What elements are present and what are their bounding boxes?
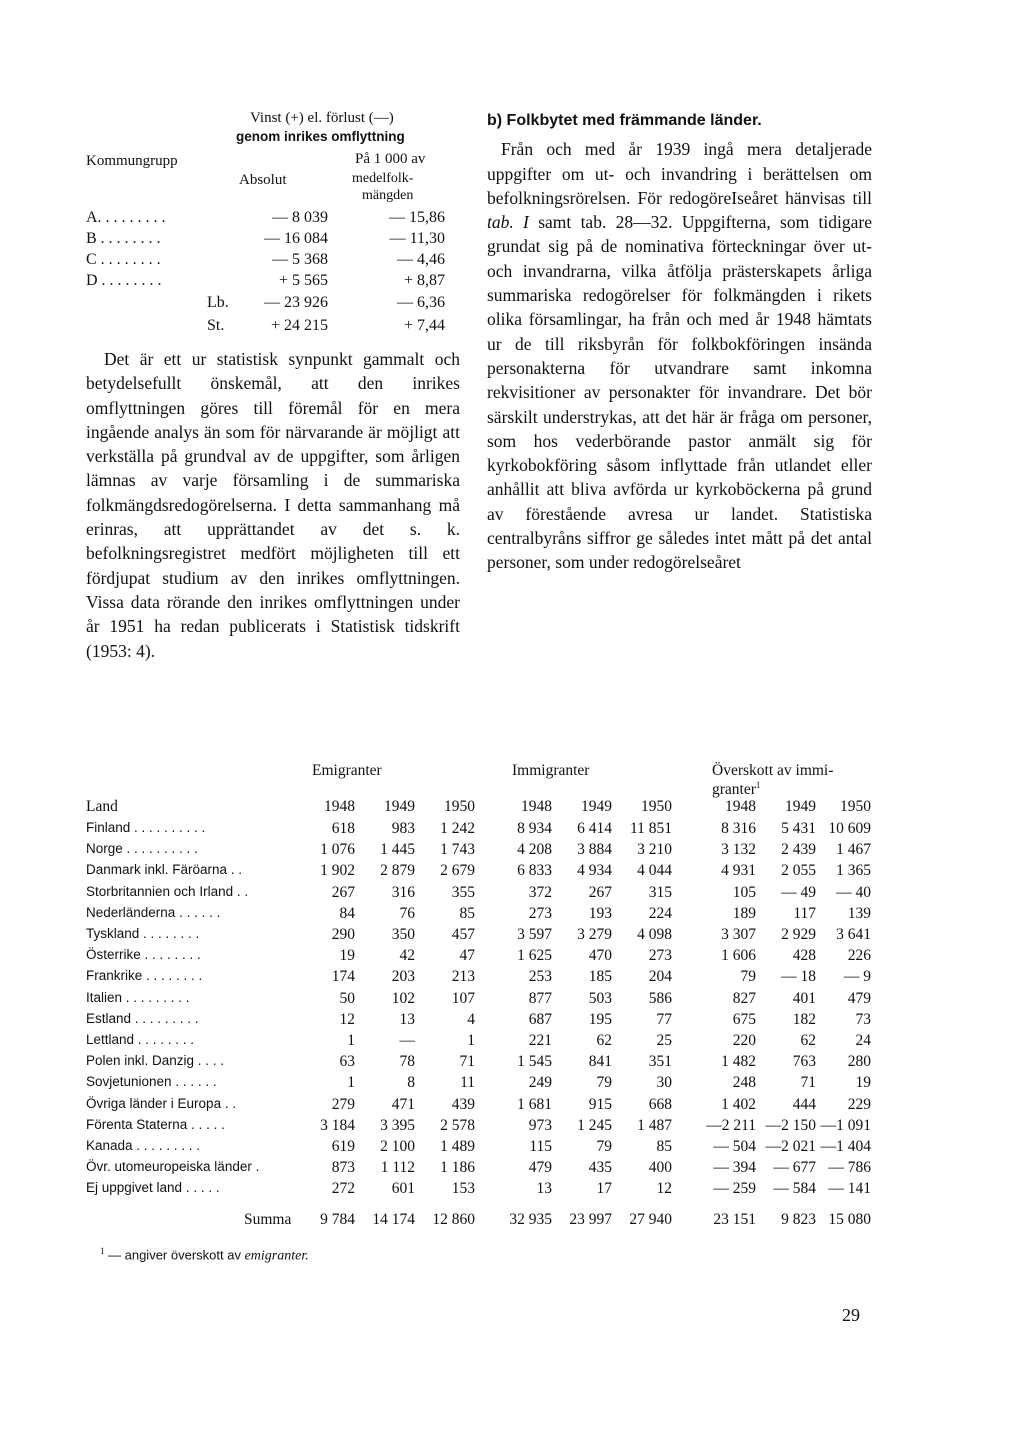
table-cell: 77 [656, 1010, 672, 1028]
table-cell: 63 [339, 1053, 355, 1071]
country-label: Tyskland . . . . . . . . [86, 926, 200, 941]
table-cell: 435 [588, 1159, 612, 1177]
table-cell: 267 [331, 883, 355, 901]
table-cell: 457 [451, 926, 475, 943]
group-overskott-line2 [712, 780, 760, 799]
row-rel: — 11,30 [389, 230, 445, 247]
year-header-row [86, 798, 876, 819]
table-cell: 503 [588, 989, 612, 1007]
right-paragraph-part2: samt tab. 28—32. Uppgifterna, som tidigare grundat sig på de nominativa förteckningar över ut- och invandrarna, vilka åtfölja prästerskapets årliga summariska redogörelser för folkmängden i rikets olika församlingar, ha från och med år 1948 hämtats ur de till riksbyrån för folkbokföringen insända personakterna för utvandrare samt inkomna rekvisitioner av personakter för invandrare. Det bör särskilt understrykas, att det här är fråga om personer, som hos vederbörande pastor anmält sig för kyrkobokföring såsom inflyttade från utlandet eller anhållit att bliva avförda ur kyrkoböckerna på grund av förestående avresa ur landet. Statistiska centralbyråns siffror ge således intet mått på det antal personer, som under redogörelseåret [487, 212, 872, 573]
table-cell: 470 [588, 947, 612, 965]
country-label: Sovjetunionen . . . . . . [86, 1074, 217, 1090]
row-label: Lb. [207, 294, 229, 311]
table-row [86, 1074, 876, 1095]
footnote [100, 1246, 309, 1265]
year-header: 1948 [324, 798, 355, 815]
table-cell: 73 [855, 1010, 871, 1028]
footnote-number: 1 [100, 1246, 105, 1256]
table-cell: — 786 [828, 1159, 871, 1177]
col-rel-line3: mängden [362, 188, 414, 203]
table-cell: 76 [399, 904, 415, 922]
table-cell: 6 833 [517, 862, 552, 880]
table-cell: 280 [847, 1053, 871, 1071]
table-row [86, 841, 876, 862]
sum-cell: 15 080 [828, 1211, 871, 1228]
col-kommungrupp: Kommungrupp [86, 153, 178, 169]
table-cell: 185 [588, 968, 612, 986]
table-cell: 586 [648, 989, 672, 1007]
sum-cell: 23 151 [713, 1211, 756, 1228]
sum-cell: 9 784 [320, 1211, 355, 1228]
table-cell: 24 [855, 1032, 871, 1049]
table-cell: 479 [847, 989, 871, 1007]
table-cell: 10 609 [828, 820, 871, 837]
table-cell: 316 [391, 883, 415, 901]
row-label: D . . . . . . . . [86, 272, 162, 289]
table-row [86, 316, 446, 337]
country-label: Polen inkl. Danzig . . . . [86, 1053, 225, 1069]
col-rel-line1: På 1 000 av [355, 151, 426, 167]
table-cell: 117 [793, 904, 816, 922]
table-cell: 3 641 [836, 926, 871, 943]
group-overskott-line2-text: granter [712, 781, 756, 799]
country-label: Norge . . . . . . . . . . [86, 841, 198, 857]
row-abs: — 8 039 [272, 209, 328, 226]
year-header: 1950 [444, 798, 475, 815]
table-cell: 229 [847, 1095, 871, 1113]
table-row [86, 968, 876, 989]
table-cell: 279 [331, 1095, 355, 1113]
table-cell: 79 [596, 1138, 612, 1155]
table-cell: 1 467 [836, 841, 871, 859]
year-header: 1950 [840, 798, 871, 815]
footnote-mark: 1 [755, 780, 761, 790]
year-header: 1948 [521, 798, 552, 815]
year-header: 1949 [785, 798, 816, 815]
row-label: A. . . . . . . . . [86, 209, 166, 226]
table-cell: 12 [339, 1010, 355, 1028]
table-row [86, 990, 876, 1011]
table-cell: 675 [732, 1010, 756, 1028]
table-cell: —2 150 [765, 1116, 816, 1134]
table-cell: 79 [740, 968, 756, 986]
table-cell: 85 [459, 904, 475, 922]
table-cell: — 677 [773, 1159, 816, 1177]
table-cell: 13 [399, 1010, 415, 1028]
table-cell: 1 487 [637, 1116, 672, 1134]
table-cell: 350 [391, 926, 415, 943]
row-rel: + 8,87 [403, 272, 445, 289]
table-cell: 1 482 [721, 1053, 756, 1071]
table-cell: 224 [648, 904, 672, 922]
sum-cell: 27 940 [629, 1211, 672, 1228]
table-cell: — 40 [836, 883, 871, 901]
table-cell: —1 404 [820, 1138, 871, 1155]
right-paragraph-part1: Från och med år 1939 ingå mera detaljerade uppgifter om ut- och invandring i berättelsen om befolkningsrörelsen. För redogöreIseåret hänvisas till [487, 139, 872, 208]
table-cell: 973 [528, 1116, 552, 1134]
table-cell: — 18 [781, 968, 816, 986]
table-cell: 42 [399, 947, 415, 965]
row-abs: — 23 926 [264, 294, 328, 311]
table-row [86, 208, 446, 229]
table-cell: — 584 [773, 1180, 816, 1198]
table-cell: 3 597 [517, 926, 552, 943]
right-column [487, 109, 872, 575]
group-emigranter: Emigranter [312, 762, 382, 779]
table-row [86, 1117, 876, 1138]
table-cell: 4 044 [637, 862, 672, 880]
table-cell: 62 [800, 1032, 816, 1049]
row-label: C . . . . . . . . [86, 251, 161, 268]
table-cell: 400 [648, 1159, 672, 1177]
country-label: Kanada . . . . . . . . . [86, 1138, 201, 1153]
table-cell: — 504 [713, 1138, 756, 1155]
group-immigranter: Immigranter [512, 762, 590, 779]
country-label: Övriga länder i Europa . . [86, 1095, 237, 1111]
table-cell: 687 [528, 1010, 552, 1028]
table-cell: 267 [588, 883, 612, 901]
table-cell: 444 [792, 1095, 816, 1113]
table-cell: 915 [588, 1095, 612, 1113]
table-cell: 71 [459, 1053, 475, 1071]
table-cell: 6 414 [577, 820, 612, 837]
table-cell: — 9 [843, 968, 871, 986]
table-cell: 3 279 [577, 926, 612, 943]
table-cell: 139 [847, 904, 871, 922]
table-cell: 102 [391, 989, 415, 1007]
table-cell: —2 211 [706, 1116, 756, 1134]
table-cell: 3 307 [721, 926, 756, 943]
table-cell: 11 851 [629, 820, 672, 837]
table-cell: 290 [331, 926, 355, 943]
table-cell: 3 884 [577, 841, 612, 859]
table-cell: 1 625 [517, 947, 552, 965]
table-cell: 763 [792, 1053, 816, 1071]
table-cell: 1 245 [577, 1116, 612, 1134]
table-cell: 315 [648, 883, 672, 901]
row-abs: — 5 368 [272, 251, 328, 268]
table-cell: 1 445 [380, 841, 415, 859]
country-label: Nederländerna . . . . . . [86, 904, 221, 920]
table-cell: 8 316 [721, 820, 756, 837]
table-row [86, 820, 876, 841]
table-cell: 13 [536, 1180, 552, 1198]
table-row [86, 947, 876, 968]
table-cell: 4 [467, 1010, 475, 1028]
table-row [86, 1180, 876, 1201]
table-cell: 4 208 [517, 841, 552, 859]
table-row [86, 293, 446, 314]
country-label: Finland . . . . . . . . . . [86, 820, 206, 835]
table-row [86, 884, 876, 905]
table-cell: 1 [467, 1032, 475, 1049]
table-cell: 1 076 [320, 841, 355, 859]
country-label: Övr. utomeuropeiska länder . [86, 1159, 260, 1175]
table-cell: 193 [588, 904, 612, 922]
table-header-line1: Vinst (+) el. förlust (—) [250, 110, 394, 126]
table-cell: 877 [528, 989, 552, 1007]
col-rel-line2: medelfolk- [352, 171, 414, 186]
table-row [86, 229, 446, 250]
year-header: 1949 [384, 798, 415, 815]
table-cell: 1 606 [721, 947, 756, 965]
table-cell: 1 [347, 1074, 355, 1092]
table-cell: 47 [459, 947, 475, 965]
table-cell: 174 [331, 968, 355, 986]
year-header: 1948 [725, 798, 756, 815]
table-cell: 249 [528, 1074, 552, 1092]
table-cell: 11 [460, 1074, 475, 1092]
row-label: St. [207, 317, 225, 334]
table-row [86, 1053, 876, 1074]
table-cell: 78 [399, 1053, 415, 1071]
row-abs: + 5 565 [278, 272, 328, 289]
table-row [86, 1096, 876, 1117]
table-row [86, 1138, 876, 1159]
table-cell: 226 [847, 947, 871, 965]
year-header: 1950 [641, 798, 672, 815]
table-cell: 115 [529, 1138, 552, 1155]
table-cell: 248 [732, 1074, 756, 1092]
table-cell: 4 931 [721, 862, 756, 880]
group-overskott: Överskott av immi- [712, 762, 834, 779]
table-row [86, 905, 876, 926]
table-cell: 2 055 [781, 862, 816, 880]
section-heading: b) Folkbytet med främmande länder. [487, 112, 762, 129]
table-cell: 1 [347, 1032, 355, 1049]
table-row [86, 1011, 876, 1032]
table-cell: 601 [391, 1180, 415, 1198]
table-cell: 204 [648, 968, 672, 986]
table-cell: 2 578 [440, 1116, 475, 1134]
table-cell: 1 743 [440, 841, 475, 859]
sum-row [86, 1211, 876, 1232]
country-label: Österrike . . . . . . . . [86, 947, 201, 963]
col-land: Land [86, 798, 118, 815]
table-cell: 195 [588, 1010, 612, 1028]
row-rel: — 6,36 [397, 294, 445, 311]
country-label: Italien . . . . . . . . . [86, 989, 190, 1005]
sum-cell: 23 997 [569, 1211, 612, 1228]
left-paragraph-text: Det är ett ur statistisk synpunkt gammalt och betydelsefullt önskemål, att den inrikes omflyttningen göres till föremål för en mera ingående analys än som för närvarande är möjligt att verkställa på grundval av de uppgifter, som årligen lämnas av varje församling i de summariska folkmängdsredogörelserna. I detta sammanhang må erinras, att upprättandet av det s. k. befolkningsregistret medfört möjligheten till ett fördjupat studium av den inrikes omflyttningen. Vissa data rörande den inrikes omflyttningen under år 1951 ha redan publicerats i Statistisk tidskrift (1953: 4). [86, 349, 460, 661]
right-paragraph [487, 137, 872, 574]
table-cell: 2 439 [781, 841, 816, 859]
row-rel: — 4,46 [397, 251, 445, 268]
row-rel: + 7,44 [403, 317, 445, 334]
sum-cell: 32 935 [509, 1211, 552, 1228]
table-cell: 3 210 [637, 841, 672, 859]
footnote-italic: emigranter. [244, 1248, 309, 1264]
table-cell: 272 [331, 1180, 355, 1198]
table-cell: 355 [451, 883, 475, 901]
table-row [86, 926, 876, 947]
table-cell: 983 [391, 820, 415, 837]
table-cell: 25 [656, 1032, 672, 1049]
table-cell: 841 [588, 1053, 612, 1071]
table-cell: 62 [596, 1032, 612, 1049]
table-cell: 2 100 [380, 1138, 415, 1155]
table-cell: 30 [656, 1074, 672, 1092]
table-cell: 19 [339, 947, 355, 965]
table-cell: 17 [596, 1180, 612, 1198]
table-cell: 1 112 [380, 1159, 415, 1177]
country-label: Frankrike . . . . . . . . [86, 968, 203, 984]
sum-label: Summa [244, 1211, 292, 1228]
table-cell: 372 [528, 883, 552, 901]
table-cell: 351 [648, 1053, 672, 1071]
country-label: Lettland . . . . . . . . [86, 1032, 195, 1047]
tab-reference: tab. I [487, 212, 529, 233]
table-cell: 3 132 [721, 841, 756, 859]
table-cell: — 259 [713, 1180, 756, 1198]
table-cell: 182 [792, 1010, 816, 1028]
table-cell: — [399, 1032, 415, 1049]
table-cell: —1 091 [820, 1116, 871, 1134]
country-label: Förenta Staterna . . . . . [86, 1116, 225, 1132]
row-abs: — 16 084 [264, 230, 328, 247]
table-header-line2: genom inrikes omflyttning [236, 129, 405, 144]
table-cell: 8 [407, 1074, 415, 1092]
table-cell: — 141 [828, 1180, 871, 1198]
table-row [86, 250, 446, 271]
table-cell: 19 [855, 1074, 871, 1092]
table-cell: 221 [528, 1032, 552, 1049]
table-cell: 8 934 [517, 820, 552, 837]
table-cell: 153 [451, 1180, 475, 1198]
page-number: 29 [842, 1305, 860, 1325]
table-cell: 1 489 [440, 1138, 475, 1155]
table-cell: 105 [732, 883, 756, 901]
sum-cell: 9 823 [781, 1211, 816, 1228]
table-cell: 253 [528, 968, 552, 986]
table-row [86, 1159, 876, 1180]
table-cell: 439 [451, 1095, 475, 1113]
country-label: Ej uppgivet land . . . . . [86, 1180, 220, 1196]
table-cell: 668 [648, 1095, 672, 1113]
table-cell: 1 242 [440, 820, 475, 837]
table-cell: 50 [339, 989, 355, 1007]
sum-cell: 14 174 [372, 1211, 415, 1228]
table-cell: — 394 [713, 1159, 756, 1177]
table-cell: 479 [528, 1159, 552, 1177]
table-cell: 273 [648, 947, 672, 965]
table-cell: 1 402 [721, 1095, 756, 1113]
table-cell: 4 934 [577, 862, 612, 880]
table-cell: 5 431 [781, 820, 816, 837]
table-cell: 2 679 [440, 862, 475, 880]
table-cell: 203 [391, 968, 415, 986]
table-row [86, 1032, 876, 1053]
table-cell: 85 [656, 1138, 672, 1155]
table-cell: —2 021 [765, 1138, 816, 1155]
table-cell: 189 [732, 904, 756, 922]
col-absolut: Absolut [239, 172, 287, 188]
table-cell: 273 [528, 904, 552, 922]
country-label: Storbritannien och Irland . . [86, 883, 249, 899]
table-cell: 619 [331, 1138, 355, 1155]
table-cell: 220 [732, 1032, 756, 1049]
left-paragraph [86, 347, 460, 663]
table-cell: 401 [792, 989, 816, 1007]
table-cell: 213 [451, 968, 475, 986]
table-cell: 618 [331, 820, 355, 837]
footnote-text: — angiver överskott av [108, 1247, 245, 1263]
row-rel: — 15,86 [389, 209, 445, 226]
table-cell: — 49 [781, 883, 816, 901]
table-cell: 1 681 [517, 1095, 552, 1113]
table-cell: 71 [800, 1074, 816, 1092]
row-abs: + 24 215 [270, 317, 328, 334]
table-cell: 1 365 [836, 862, 871, 880]
country-label: Danmark inkl. Färöarna . . [86, 862, 243, 878]
table-row [86, 862, 876, 883]
table-cell: 2 929 [781, 926, 816, 943]
year-header: 1949 [581, 798, 612, 815]
table-cell: 3 184 [320, 1116, 355, 1134]
table-cell: 107 [451, 989, 475, 1007]
country-label: Estland . . . . . . . . . [86, 1010, 199, 1026]
table-cell: 827 [732, 989, 756, 1007]
table-cell: 873 [331, 1159, 355, 1177]
table-cell: 2 879 [380, 862, 415, 880]
table-cell: 428 [792, 947, 816, 965]
table-cell: 4 098 [637, 926, 672, 943]
row-label: B . . . . . . . . [86, 230, 161, 247]
table-cell: 1 902 [320, 862, 355, 880]
sum-cell: 12 860 [432, 1211, 475, 1228]
table-row [86, 271, 446, 292]
table-cell: 1 186 [440, 1159, 475, 1177]
table-cell: 1 545 [517, 1053, 552, 1071]
table-cell: 12 [656, 1180, 672, 1198]
table-cell: 3 395 [380, 1116, 415, 1134]
table-cell: 79 [596, 1074, 612, 1092]
table-cell: 471 [391, 1095, 415, 1113]
table-cell: 84 [339, 904, 355, 922]
